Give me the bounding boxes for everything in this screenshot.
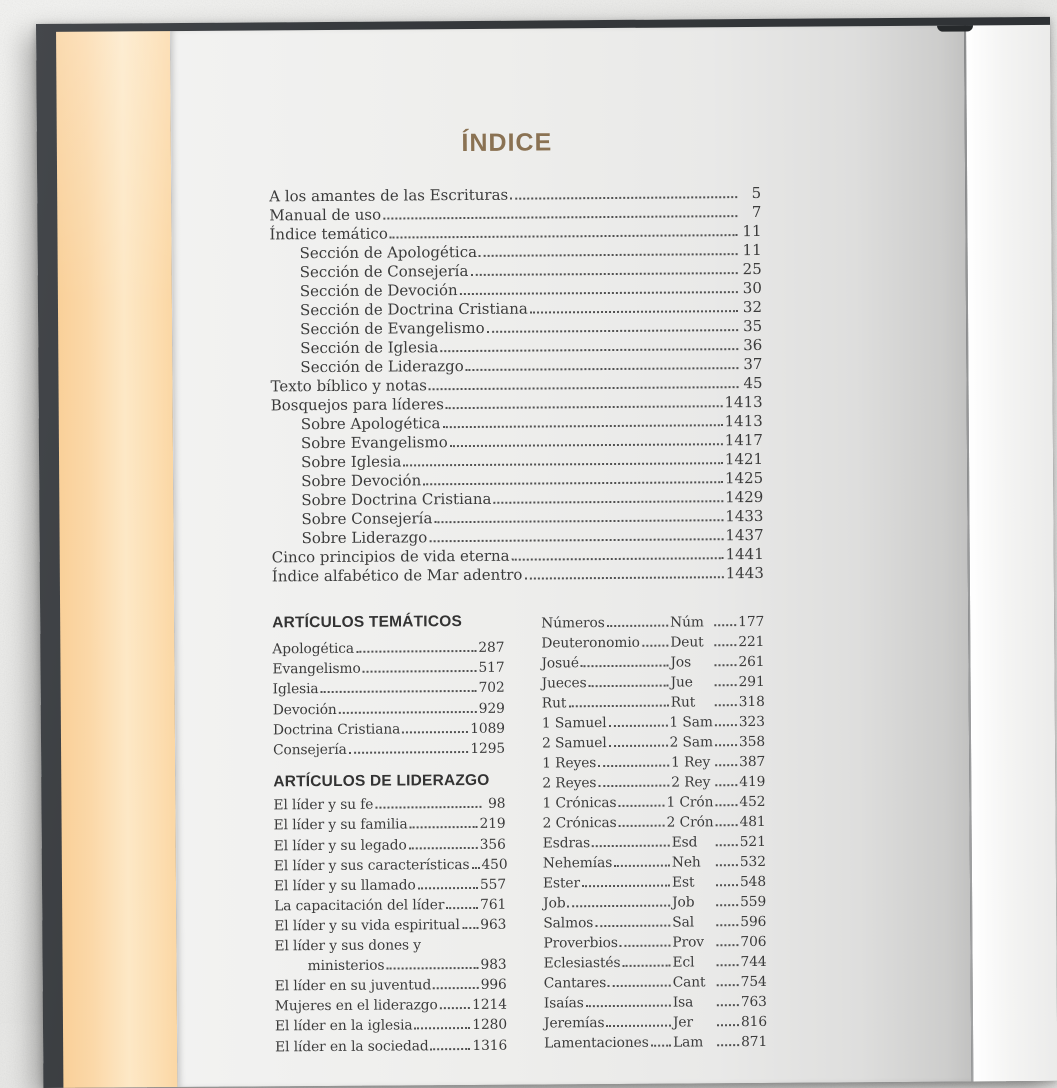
- toc-entry-label: Devoción: [272, 701, 337, 718]
- bible-book-name: 1 Samuel: [541, 715, 607, 732]
- bible-book-page: 387: [739, 753, 766, 771]
- toc-entry: [273, 698, 505, 720]
- dot-leader: [356, 638, 476, 653]
- dot-leader: [595, 913, 670, 928]
- toc-entry-page: 30: [742, 278, 762, 298]
- toc-entry: [275, 995, 507, 1017]
- bible-book-entry: [542, 792, 765, 814]
- articulos-liderazgo-list: [273, 794, 507, 1057]
- toc-entry-page: 1437: [725, 525, 764, 545]
- bible-book-abbr: Isa: [672, 994, 694, 1011]
- dot-leader: [524, 564, 723, 579]
- toc-entry-label: El líder y su fe: [273, 796, 374, 814]
- bible-book-abbr: Esd: [671, 834, 698, 851]
- toc-entry-label: Sección de Consejería: [299, 261, 469, 282]
- bible-book-abbr: 2 Sam: [669, 734, 714, 751]
- dot-leader: [717, 972, 739, 986]
- dot-leader: [714, 632, 736, 646]
- dot-leader: [383, 203, 737, 219]
- dot-leader: [487, 317, 739, 333]
- bible-book-page: 754: [740, 973, 767, 991]
- dot-leader: [423, 469, 723, 485]
- toc-entry: [274, 814, 506, 836]
- toc-entry-page: 450: [481, 856, 508, 873]
- bible-book-name: 2 Crónicas: [542, 814, 617, 832]
- left-page: [170, 26, 971, 1088]
- toc-entry: [272, 564, 764, 586]
- bible-book-entry: [544, 1012, 767, 1034]
- bible-book-entry: [542, 712, 765, 734]
- articulos-tematicos-list: [272, 638, 505, 761]
- toc-entry-label: El líder y su vida espiritual: [274, 917, 460, 935]
- dot-leader: [716, 932, 738, 946]
- bible-book-page: 596: [740, 913, 767, 931]
- toc-entry-label: Iglesia: [272, 681, 319, 698]
- toc-entry-page: 1316: [472, 1037, 508, 1054]
- dot-leader: [320, 678, 476, 693]
- dot-leader: [493, 488, 723, 504]
- bible-book-abbr: Est: [671, 874, 695, 891]
- toc-entry-label: Sobre Iglesia: [301, 452, 402, 472]
- bible-book-name: 1 Reyes: [542, 755, 597, 772]
- toc-entry-page: 929: [478, 700, 505, 717]
- dot-leader: [714, 672, 736, 686]
- bible-book-name: Lamentaciones: [544, 1034, 649, 1052]
- toc-entry-page: 219: [479, 816, 506, 833]
- dot-leader: [592, 833, 670, 848]
- bible-book-abbr: Neh: [671, 854, 701, 871]
- toc-entry-page: 98: [488, 795, 506, 813]
- bible-book-name: Esdras: [542, 835, 591, 852]
- dot-leader: [642, 633, 669, 647]
- dot-leader: [582, 873, 670, 888]
- toc-entry-label: Sección de Iglesia: [300, 338, 439, 358]
- dot-leader: [715, 712, 737, 726]
- book: [36, 17, 1057, 1088]
- right-column: [541, 612, 767, 1055]
- bible-book-entry: [544, 1032, 767, 1054]
- bible-book-page: 744: [740, 953, 767, 971]
- toc-entry-page: 25: [742, 259, 762, 279]
- dot-leader: [470, 260, 737, 276]
- dot-leader: [618, 813, 664, 827]
- bible-book-abbr: 1 Rey: [671, 754, 711, 771]
- left-column: [272, 613, 507, 1057]
- toc-entry-label-line1: El líder y sus dones y: [274, 936, 422, 954]
- bible-book-page: 481: [739, 813, 766, 831]
- toc-entry-page: 1413: [724, 392, 763, 412]
- toc-entry-label: Sección de Evangelismo: [300, 318, 485, 339]
- dot-leader: [430, 1036, 470, 1050]
- dot-leader: [581, 653, 669, 668]
- dot-leader: [568, 693, 669, 708]
- bible-book-page: 871: [741, 1033, 768, 1051]
- dot-leader: [717, 1032, 739, 1046]
- dot-leader: [715, 692, 737, 706]
- articulos-liderazgo-heading: ARTÍCULOS DE LIDERAZGO: [273, 772, 490, 791]
- dot-leader: [349, 739, 469, 754]
- dot-leader: [512, 545, 724, 560]
- toc-entry-label: Sobre Devoción: [301, 471, 422, 491]
- bible-books-list: [541, 612, 767, 1054]
- dot-leader: [716, 952, 738, 966]
- bible-book-abbr: Cant: [672, 974, 706, 991]
- bible-book-page: 548: [739, 873, 767, 891]
- toc-entry: [272, 638, 504, 660]
- bible-book-page: 763: [740, 993, 767, 1011]
- toc-entry-page: 1425: [724, 468, 764, 488]
- bible-book-abbr: Job: [672, 894, 695, 911]
- dot-leader: [716, 912, 738, 926]
- bible-book-page: 318: [738, 693, 765, 711]
- toc-entry-label: La capacitación del líder: [274, 897, 445, 915]
- toc-entry: [273, 678, 505, 700]
- dot-leader: [717, 992, 739, 1006]
- dot-leader: [608, 713, 667, 727]
- toc-entry: [272, 658, 504, 680]
- dot-leader: [409, 835, 478, 849]
- bible-book-abbr: Jos: [670, 654, 692, 671]
- toc-entry: [275, 1035, 507, 1057]
- right-page-sliver: [966, 25, 1057, 1082]
- toc-entry-label: Índice temático: [269, 224, 388, 244]
- dot-leader: [460, 279, 738, 295]
- toc-entry: [274, 834, 506, 856]
- toc-entry: [273, 719, 505, 741]
- dot-leader: [606, 1013, 671, 1027]
- toc-entry-page: 11: [742, 240, 762, 260]
- toc-entry-label: El líder en la iglesia: [274, 1017, 413, 1035]
- bible-book-entry: [543, 912, 766, 934]
- toc-entry: [274, 875, 506, 897]
- dot-leader: [375, 794, 481, 809]
- bible-book-page: 559: [740, 893, 767, 911]
- toc-entry: [274, 915, 506, 937]
- dot-leader: [717, 1012, 739, 1026]
- bible-book-abbr: Jue: [670, 674, 693, 691]
- bible-book-name: Cantares: [543, 975, 607, 992]
- dot-leader: [716, 832, 738, 846]
- articulos-tematicos-heading: ARTÍCULOS TEMÁTICOS: [272, 613, 463, 632]
- dot-leader: [715, 772, 737, 786]
- spine-notch: [937, 25, 973, 31]
- bible-book-name: 1 Crónicas: [542, 794, 617, 812]
- toc-entry: [275, 1015, 507, 1037]
- bible-book-page: 291: [738, 673, 765, 691]
- dot-leader: [402, 719, 468, 733]
- dot-leader: [414, 1015, 470, 1029]
- dot-leader: [609, 733, 668, 747]
- toc-entry-label: El líder y sus características: [273, 856, 470, 875]
- bible-book-abbr: Jer: [672, 1014, 693, 1031]
- toc-entry-label: Consejería: [273, 741, 347, 759]
- dot-leader: [471, 855, 479, 869]
- dot-leader: [429, 526, 723, 542]
- dot-leader: [450, 431, 723, 447]
- bible-book-name: Ester: [542, 875, 581, 892]
- dot-leader: [715, 792, 737, 806]
- toc-entry-label: Sección de Liderazgo: [300, 357, 464, 377]
- toc-entry-label: Sobre Evangelismo: [300, 433, 448, 453]
- bible-book-entry: [543, 852, 766, 874]
- toc-entry-page: 37: [743, 354, 763, 374]
- toc-entry-page: 1443: [725, 563, 764, 583]
- toc-entry-page: 761: [480, 896, 507, 914]
- dot-leader: [429, 374, 739, 390]
- dot-leader: [442, 412, 722, 428]
- bible-book-abbr: 2 Crón: [666, 814, 714, 831]
- dot-leader: [510, 184, 737, 200]
- toc-entry-page: 356: [479, 836, 506, 853]
- bible-book-name: Nehemías: [542, 854, 613, 872]
- bible-book-page: 521: [739, 833, 766, 851]
- toc-entry-label: Sobre Doctrina Cristiana: [301, 489, 492, 510]
- bible-book-entry: [541, 632, 764, 654]
- toc-entry-page: 1413: [724, 411, 763, 431]
- dot-leader: [479, 241, 738, 257]
- bible-book-name: Eclesiastés: [543, 954, 621, 972]
- bible-book-name: Jeremías: [543, 1015, 605, 1032]
- toc-entry-page: 1433: [725, 506, 764, 526]
- toc-entry-label-line2: ministerios: [307, 957, 385, 974]
- dot-leader: [410, 814, 478, 828]
- toc-entry-page: 517: [478, 659, 505, 677]
- dot-leader: [440, 336, 738, 352]
- dot-leader: [598, 753, 669, 767]
- dot-leader: [715, 732, 737, 746]
- page-edges: [56, 31, 177, 1088]
- bible-book-abbr: Lam: [673, 1034, 704, 1051]
- bible-book-entry: [541, 652, 764, 674]
- bible-book-entry: [543, 832, 766, 854]
- dot-leader: [586, 993, 671, 1008]
- page-content: [268, 27, 767, 1086]
- toc-entry-page: 1089: [470, 720, 505, 737]
- dot-leader: [607, 613, 669, 627]
- bible-book-page: 419: [739, 773, 766, 791]
- toc-entry-page: 963: [480, 917, 507, 934]
- dot-leader: [403, 450, 723, 466]
- dot-leader: [446, 393, 723, 409]
- toc-entry-page: 5: [751, 183, 762, 203]
- toc-entry-page: 557: [479, 876, 507, 893]
- dot-leader: [715, 752, 737, 766]
- bible-book-abbr: 2 Rey: [671, 774, 711, 791]
- bible-book-name: Números: [541, 615, 605, 632]
- bible-book-name: Job: [543, 895, 566, 912]
- bible-book-page: 358: [738, 733, 766, 751]
- index-title: ÍNDICE: [461, 128, 553, 158]
- toc-entry-page: 287: [478, 639, 505, 656]
- toc-entry-label: El líder y su familia: [273, 816, 408, 834]
- bible-book-page: 532: [739, 853, 766, 871]
- toc-entry-page: 35: [742, 316, 763, 336]
- toc-entry-page: 11: [742, 221, 762, 241]
- dot-leader: [433, 975, 479, 989]
- dot-leader: [716, 852, 738, 866]
- toc-entry-page: 1280: [472, 1017, 508, 1034]
- toc-entry-page: 32: [742, 297, 763, 317]
- bible-book-page: 816: [740, 1013, 768, 1031]
- bible-book-page: 261: [738, 653, 765, 671]
- bible-book-entry: [543, 932, 766, 954]
- toc-entry-page: 702: [478, 680, 505, 697]
- dot-leader: [620, 933, 671, 947]
- bible-book-entry: [542, 672, 765, 694]
- bible-book-name: Jueces: [541, 675, 587, 692]
- toc-entry-label: El líder en su juventud: [274, 977, 432, 995]
- bible-book-abbr: 1 Sam: [669, 714, 713, 731]
- dot-leader: [339, 699, 477, 714]
- toc-entry-label: Texto bíblico y notas: [270, 376, 428, 396]
- bible-book-abbr: 1 Crón: [666, 794, 714, 811]
- bible-book-abbr: Prov: [672, 934, 705, 951]
- dot-leader: [530, 298, 738, 313]
- toc-entry-page: 1441: [725, 544, 764, 564]
- toc-entry-label: Sobre Apologética: [300, 414, 441, 434]
- toc-entry-label: A los amantes de las Escrituras: [269, 185, 509, 206]
- toc-entry-wrapped: [274, 935, 506, 976]
- toc-entry-page: 996: [480, 976, 507, 993]
- dot-leader: [386, 955, 478, 970]
- dot-leader: [618, 793, 664, 807]
- dot-leader: [614, 853, 670, 867]
- bible-book-entry: [541, 612, 764, 634]
- toc-entry-label: Sobre Liderazgo: [301, 528, 428, 548]
- dot-leader: [598, 773, 669, 787]
- toc-entry-label: Sección de Doctrina Cristiana: [299, 299, 528, 320]
- toc-entry-label: Sobre Consejería: [301, 509, 433, 529]
- bible-book-abbr: Rut: [670, 694, 696, 711]
- bible-book-name: Salmos: [543, 915, 594, 932]
- dot-leader: [714, 612, 736, 626]
- bible-book-name: Josué: [541, 655, 580, 672]
- toc-entry-label: Manual de uso: [269, 205, 382, 225]
- bible-book-entry: [542, 692, 765, 714]
- dot-leader: [390, 222, 738, 238]
- bible-book-page: 452: [739, 793, 766, 811]
- toc-list: [269, 184, 764, 586]
- toc-entry-page: 983: [480, 956, 507, 973]
- toc-entry-label: Índice alfabético de Mar adentro: [271, 565, 523, 586]
- bible-book-name: 2 Reyes: [542, 775, 597, 792]
- dot-leader: [589, 673, 669, 688]
- toc-entry-page: 45: [743, 373, 763, 393]
- toc-entry: [273, 794, 505, 816]
- dot-leader: [714, 652, 736, 666]
- toc-entry-line2: [275, 955, 507, 977]
- dot-leader: [462, 915, 479, 929]
- bible-book-abbr: Núm: [670, 614, 704, 631]
- bible-book-page: 177: [738, 613, 765, 631]
- toc-entry-label: El líder y su legado: [273, 837, 407, 854]
- dot-leader: [363, 658, 477, 673]
- bible-book-abbr: Ecl: [672, 954, 695, 971]
- dot-leader: [418, 875, 478, 889]
- dot-leader: [716, 892, 738, 906]
- bible-book-entry: [543, 892, 766, 914]
- toc-entry: [275, 975, 507, 997]
- bible-book-page: 221: [738, 633, 765, 651]
- bible-book-name: Deuteronomio: [541, 634, 640, 652]
- toc-entry-page: 1295: [470, 740, 506, 758]
- toc-entry-label: Sección de Devoción: [299, 281, 458, 301]
- toc-entry-page: 1421: [724, 449, 764, 469]
- bible-book-name: Isaías: [543, 995, 584, 1012]
- toc-entry-label: Bosquejos para líderes: [270, 395, 445, 415]
- bible-book-abbr: Sal: [672, 914, 695, 931]
- bible-book-name: Rut: [541, 695, 567, 712]
- toc-entry-label: Doctrina Cristiana: [272, 721, 401, 739]
- bible-book-entry: [543, 812, 766, 834]
- toc-entry-page: 1429: [725, 487, 764, 507]
- dot-leader: [446, 895, 478, 909]
- bible-book-entry: [544, 992, 767, 1014]
- dot-leader: [622, 953, 670, 967]
- bible-book-entry: [542, 772, 765, 794]
- toc-entry-page: 1417: [724, 430, 763, 450]
- toc-entry: [274, 855, 506, 877]
- toc-entry-label: Evangelismo: [272, 660, 361, 678]
- bible-book-name: Proverbios: [543, 934, 618, 952]
- bible-book-entry: [542, 752, 765, 774]
- toc-entry-label: El líder y su llamado: [273, 877, 416, 895]
- toc-entry-page: 36: [743, 335, 763, 355]
- bible-book-page: 706: [740, 933, 767, 951]
- toc-entry-page: 1214: [472, 996, 507, 1014]
- dot-leader: [567, 893, 670, 908]
- bible-book-page: 323: [738, 713, 765, 731]
- toc-entry: [273, 739, 505, 761]
- dot-leader: [434, 507, 723, 523]
- dot-leader: [715, 812, 737, 826]
- toc-entry-label: Sección de Apologética: [299, 242, 478, 263]
- columns: [272, 611, 767, 1057]
- bible-book-abbr: Deut: [670, 634, 704, 651]
- bible-book-entry: [542, 732, 765, 754]
- dot-leader: [440, 995, 471, 1009]
- dot-leader: [651, 1033, 671, 1047]
- toc-entry-label: Cinco principios de vida eterna: [271, 546, 510, 567]
- bible-book-name: 2 Samuel: [541, 735, 607, 752]
- dot-leader: [716, 872, 738, 886]
- dot-leader: [466, 355, 739, 371]
- toc-entry-label: Mujeres en el liderazgo: [274, 997, 438, 1015]
- toc-entry: [274, 895, 506, 917]
- bible-book-entry: [543, 872, 766, 894]
- bible-book-entry: [544, 972, 767, 994]
- bible-book-entry: [544, 952, 767, 974]
- toc-entry-label: Apologética: [272, 640, 355, 658]
- toc-entry-page: 7: [751, 202, 762, 222]
- dot-leader: [608, 973, 671, 987]
- toc-entry-label: El líder en la sociedad: [275, 1037, 429, 1056]
